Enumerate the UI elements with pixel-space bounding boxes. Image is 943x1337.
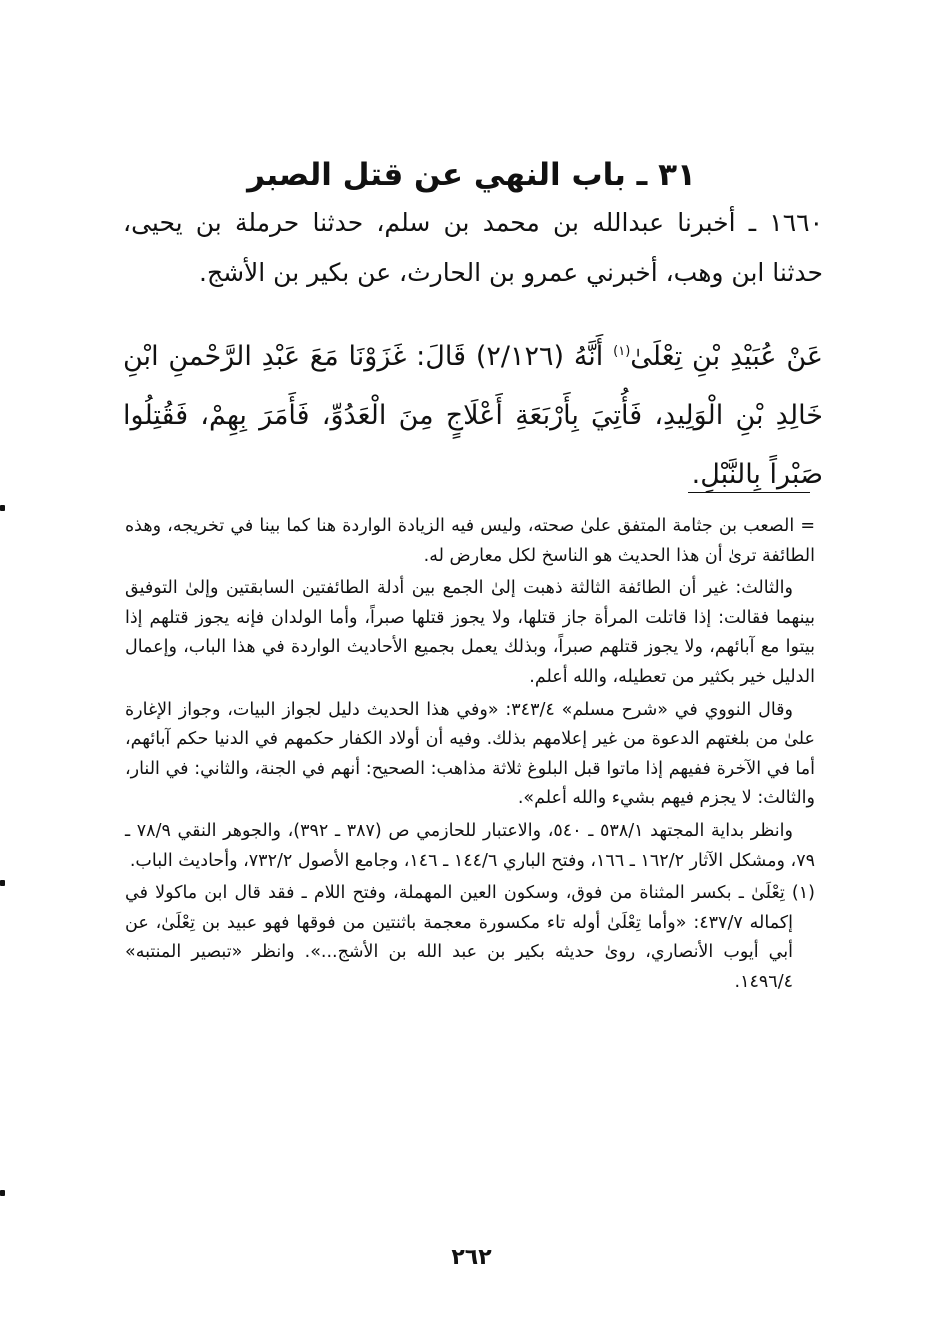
scan-artifact-mark	[0, 505, 5, 511]
page-number: ٢٦٢	[451, 1245, 492, 1270]
footnotes-section	[125, 512, 815, 1001]
isnad-text: ١٦٦٠ ـ أخبرنا عبدالله بن محمد بن سلم، حدثنا حرملة بن يحيى، حدثنا ابن وهب، أخبرني عمرو بن الحارث، عن بكير بن الأشج.	[123, 208, 823, 287]
footnote-continuation: = الصعب بن جثامة المتفق علىٰ صحته، وليس فيه الزيادة الواردة هنا كما بينا في تخريجه، وهذه الطائفة ترىٰ أن هذا الحديث هو الناسخ لكل معارض له.	[125, 516, 815, 566]
footnote-paragraph-references: وانظر بداية المجتهد ٥٣٨/١ ـ ٥٤٠، والاعتبار للحازمي ص (٣٨٧ ـ ٣٩٢)، والجوهر النقي ٧٨/٩ ـ ٧٩، ومشكل الآثار ١٦٢/٢ ـ ١٦٦، وفتح الباري ١٤٤/٦ ـ ١٤٦، وجامع الأصول ٧٣٢/٢، وأحاديث الباب.	[125, 820, 815, 871]
footnote-separator	[688, 492, 810, 493]
scan-artifact-mark	[0, 880, 5, 886]
matn-opening: عَنْ عُبَيْدِ بْنِ تِعْلَىٰ	[630, 341, 823, 372]
footnote-reference: (١)	[613, 344, 631, 359]
hadith-isnad	[123, 198, 823, 298]
hadith-matn	[123, 322, 823, 504]
matn-paragraph	[123, 322, 823, 504]
footnote-paragraph-third-view: والثالث: غير أن الطائفة الثالثة ذهبت إلىٰ الجمع بين أدلة الطائفتين السابقتين وإلىٰ التوفيق بينهما فقالت: إذا قاتلت المرأة جاز قتلها، ولا يجوز قتلها صبراً، وأما الولدان فإنه يجوز قتلهم إذا بيتوا مع آبائهم، ولا يجوز قتلهم صبراً، وبذلك يعمل بجميع الأحاديث الواردة في هذا الباب، وإعمال الدليل خير بكثير من تعطيله، والله أعلم.	[125, 578, 815, 687]
matn-text: أَنَّهُ (٢/١٢٦) قَالَ: غَزَوْنَا مَعَ عَبْدِ الرَّحْمنِ ابْنِ خَالِدِ بْنِ الْوَلِيدِ، فَأُتِيَ بِأَرْبَعَةِ أَعْلَاجٍ مِنَ الْعَدُوِّ، فَأَمَرَ بِهِمْ، فَقُتِلُوا صَبْراً بِالنَّبْلِ.	[123, 341, 823, 490]
chapter-title: ٣١ ـ باب النهي عن قتل الصبر	[247, 156, 696, 193]
scan-artifact-mark	[0, 1190, 5, 1196]
footnote-1: (١) تِعْلَىٰ ـ بكسر المثناة من فوق، وسكون العين المهملة، وفتح اللام ـ فقد قال ابن ماكولا في إكماله ٤٣٧/٧: «وأما تِعْلَىٰ أوله تاء مكسورة معجمة باثنتين من فوقها فهو عبيد بن تِعْلَىٰ، عن أبي أيوب الأنصاري، روىٰ حديثه بكير بن عبد الله بن الأشج...». وانظر «تبصير المنتبه» ١٤٩٦/٤.	[125, 883, 815, 992]
footnote-paragraph-nawawi: وقال النووي في «شرح مسلم» ٣٤٣/٤: «وفي هذا الحديث دليل لجواز البيات، وجواز الإغارة علىٰ من بلغتهم الدعوة من غير إعلامهم بذلك. وفيه أن أولاد الكفار حكمهم في الدنيا حكم آبائهم، أما في الآخرة ففيهم إذا ماتوا قبل البلوغ ثلاثة مذاهب: الصحيح: أنهم في الجنة، والثاني: في النار، والثالث: لا يجزم فيهم بشيء والله أعلم».	[125, 699, 815, 809]
